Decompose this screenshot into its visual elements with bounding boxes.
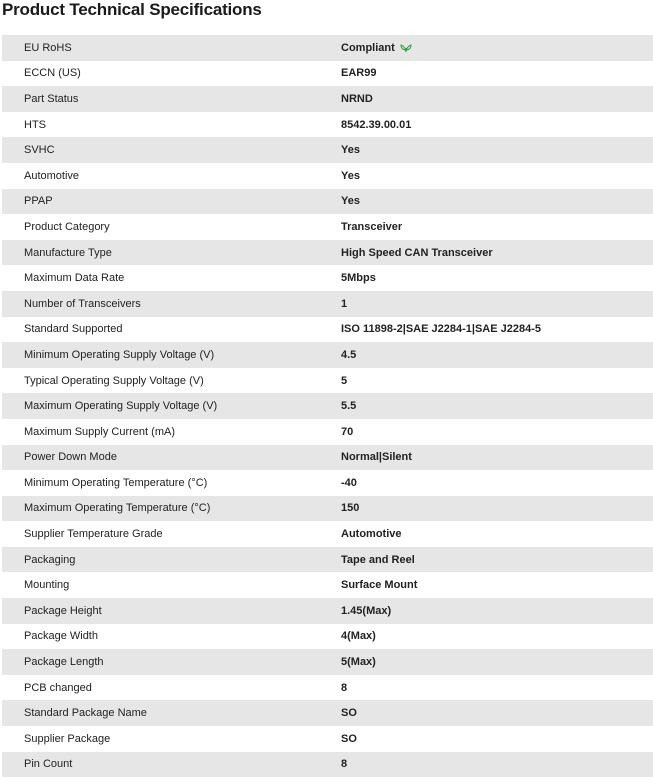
spec-value: High Speed CAN Transceiver — [341, 246, 493, 259]
spec-row-package-height — [2, 598, 653, 624]
spec-row-typ-supply-voltage — [2, 368, 653, 394]
spec-label: HTS — [24, 118, 46, 131]
spec-row-eccn — [2, 61, 653, 87]
spec-row-package-length — [2, 649, 653, 675]
spec-table — [2, 35, 653, 777]
spec-label: Maximum Operating Supply Voltage (V) — [24, 400, 218, 413]
spec-label: Supplier Temperature Grade — [24, 528, 163, 541]
spec-label: Typical Operating Supply Voltage (V) — [24, 374, 204, 387]
spec-value: SO — [341, 732, 357, 745]
spec-value: -40 — [341, 476, 357, 489]
spec-value: 5(Max) — [341, 656, 376, 669]
spec-value: 5 — [341, 374, 348, 387]
spec-label: SVHC — [24, 144, 55, 157]
spec-label: Part Status — [24, 92, 79, 105]
spec-label: Manufacture Type — [24, 246, 112, 259]
spec-label: Maximum Supply Current (mA) — [24, 425, 175, 438]
spec-value: 150 — [341, 502, 360, 515]
spec-label: Package Length — [24, 656, 104, 669]
spec-value: 8 — [341, 681, 348, 694]
spec-label: Power Down Mode — [24, 451, 117, 464]
spec-value: Compliant — [341, 41, 395, 54]
spec-row-eu-rohs — [2, 35, 653, 61]
spec-row-min-supply-voltage — [2, 342, 653, 368]
spec-row-pcb-changed — [2, 675, 653, 701]
spec-row-supplier-temp-grade — [2, 521, 653, 547]
spec-value: Normal|Silent — [341, 451, 412, 464]
spec-row-hts — [2, 112, 653, 138]
spec-label: Packaging — [24, 553, 76, 566]
spec-value: SO — [341, 707, 357, 720]
spec-row-product-category — [2, 214, 653, 240]
spec-value: 1 — [341, 297, 348, 310]
spec-value: EAR99 — [341, 67, 377, 80]
spec-label: Minimum Operating Temperature (°C) — [24, 476, 208, 489]
spec-label: ECCN (US) — [24, 67, 81, 80]
spec-value: 8 — [341, 758, 348, 771]
spec-label: Package Width — [24, 630, 98, 643]
spec-label: Maximum Operating Temperature (°C) — [24, 502, 211, 515]
spec-value-cell — [341, 35, 653, 61]
leaf-icon — [400, 43, 412, 53]
spec-label: Minimum Operating Supply Voltage (V) — [24, 348, 215, 361]
spec-value: Yes — [341, 195, 360, 208]
spec-label: Maximum Data Rate — [24, 272, 125, 285]
spec-row-max-supply-current — [2, 419, 653, 445]
spec-value: ISO 11898-2|SAE J2284-1|SAE J2284-5 — [341, 323, 542, 336]
spec-row-ppap — [2, 189, 653, 215]
spec-value: Yes — [341, 169, 360, 182]
spec-row-standard-supported — [2, 317, 653, 343]
page-title: Product Technical Specifications — [2, 0, 262, 19]
spec-value: 5Mbps — [341, 272, 376, 285]
spec-row-packaging — [2, 547, 653, 573]
spec-label: PCB changed — [24, 681, 92, 694]
spec-row-power-down-mode — [2, 445, 653, 471]
spec-label: Standard Package Name — [24, 707, 147, 720]
spec-row-svhc — [2, 137, 653, 163]
spec-value: Surface Mount — [341, 579, 418, 592]
spec-value: 5.5 — [341, 400, 357, 413]
spec-row-mounting — [2, 572, 653, 598]
spec-value: Yes — [341, 144, 360, 157]
spec-label: Product Category — [24, 220, 110, 233]
spec-label: EU RoHS — [24, 41, 72, 54]
spec-label: Package Height — [24, 604, 102, 617]
spec-label: Supplier Package — [24, 732, 111, 745]
spec-label: Automotive — [24, 169, 80, 182]
spec-row-pin-count — [2, 752, 653, 778]
spec-value: 8542.39.00.01 — [341, 118, 412, 131]
spec-label: Number of Transceivers — [24, 297, 141, 310]
spec-value: 4(Max) — [341, 630, 376, 643]
spec-row-max-supply-voltage — [2, 393, 653, 419]
spec-row-package-width — [2, 624, 653, 650]
spec-row-manufacture-type — [2, 240, 653, 266]
spec-value: 70 — [341, 425, 354, 438]
spec-value: Transceiver — [341, 220, 403, 233]
spec-value: NRND — [341, 92, 373, 105]
spec-label: PPAP — [24, 195, 53, 208]
spec-value: 1.45(Max) — [341, 604, 392, 617]
spec-label: Pin Count — [24, 758, 73, 771]
spec-row-min-operating-temp — [2, 470, 653, 496]
spec-value: Tape and Reel — [341, 553, 415, 566]
spec-value: 4.5 — [341, 348, 357, 361]
spec-label: Mounting — [24, 579, 70, 592]
spec-row-max-operating-temp — [2, 496, 653, 522]
spec-value: Automotive — [341, 528, 402, 541]
spec-row-part-status — [2, 86, 653, 112]
spec-row-number-of-transceivers — [2, 291, 653, 317]
spec-row-automotive — [2, 163, 653, 189]
spec-label: Standard Supported — [24, 323, 123, 336]
spec-row-supplier-package — [2, 726, 653, 752]
spec-row-standard-package-name — [2, 700, 653, 726]
spec-row-max-data-rate — [2, 265, 653, 291]
